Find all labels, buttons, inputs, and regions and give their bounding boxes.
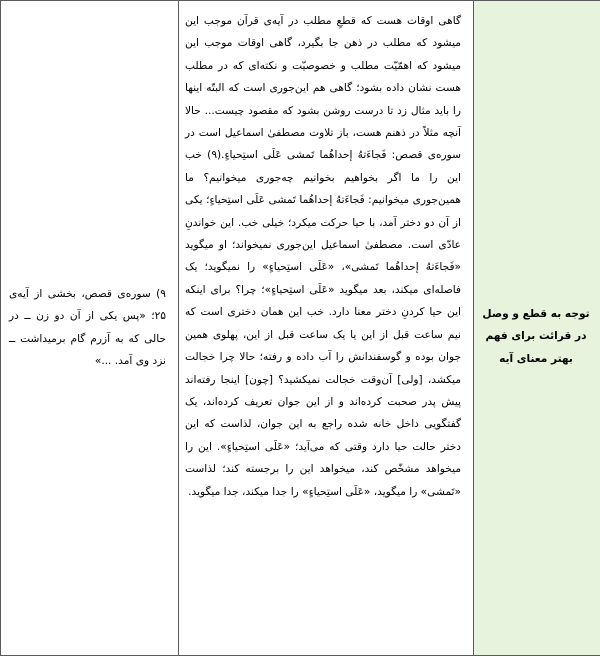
topic-cell <box>474 1 600 656</box>
table-row <box>1 1 600 656</box>
main-text: گاهی اوقات هست که قطعِ مطلب در آیه‌ی قرآن موجب این میشود که مطلب در ذهن جا بگیرد، گاهی اوقات موجب این میشود که اهمّیّت مطلب و خصوصیّت و نکته‌ای که در مطلب هست نشان داده بشود؛ گاهی هم این‌جوری است که البتّه اینها را باید مثال زد تا درست روشن بشود که مقصود چیست... حالا آنچه مثلاً در ذهنم هست، باز تلاوت مصطفیٰ اسماعیل است در سوره‌ی قصص: فَجاءَتهُ إحداهُما تَمشی عَلَی استِحیاءٍ.(۹) خب این را ما اگر بخواهیم بخوانیم چه‌جوری میخوانیم؟ ما همین‌جوری میخوانیم: فَجاءَتهُ إحداهُما تَمشی عَلَی استِحیاءٍ؛ یکی از آن دو دختر آمد، با حیا حرکت میکرد؛ خیلی خب. این خواندنِ عادّی است. مصطفیٰ اسماعیل این‌جوری نمیخواند؛ او میگوید «فَجاءَتهُ إحداهُما تَمشی»، «عَلَی استِحیاءٍ» را نمیگوید؛ یک فاصله‌ای میکند، بعد میگوید «عَلَی استِحیاءٍ»؛ چرا؟ برای اینکه این حیا کردنِ دختر معنا دارد. خب این همان دختری است که نیم ساعت قبل از این یا یک ساعت قبل از این، پهلوی همین جوان بوده و گوسفندانش را آب داده و رفته؛ حالا چرا خجالت میکشد، [ولی] آن‌وقت خجالت نمیکشید؟ [چون] اینجا رفته‌اند پیش پدر صحبت کرده‌اند و از این جوان تعریف کرده‌اند، یک گفتگویی داخل خانه شده راجع به این جوان، لذاست که این دختر حالت حیا دارد وقتی که می‌آید؛ «عَلَی استِحیاءٍ». این را میخواهد مشخّص کند، میخواهد این را برجسته کند؛ لذاست «تَمشی» را میگوید، «عَلَی استِحیاءٍ» را جدا میکند، جدا میگوید. <box>179 1 473 503</box>
footnote-cell <box>1 1 179 656</box>
topic-title: توجه به قطع و وصل در قرائت برای فهم بهتر معنای آیه <box>474 1 600 370</box>
main-text-cell <box>179 1 474 656</box>
footnote-text: ۹) سوره‌ی قصص، بخشی از آیه‌ی ۲۵؛ «پس یکی از آن دو زن ــ در حالی که به آزرم گام برمیداشت ــ نزد وی آمد. ...» <box>1 1 178 373</box>
